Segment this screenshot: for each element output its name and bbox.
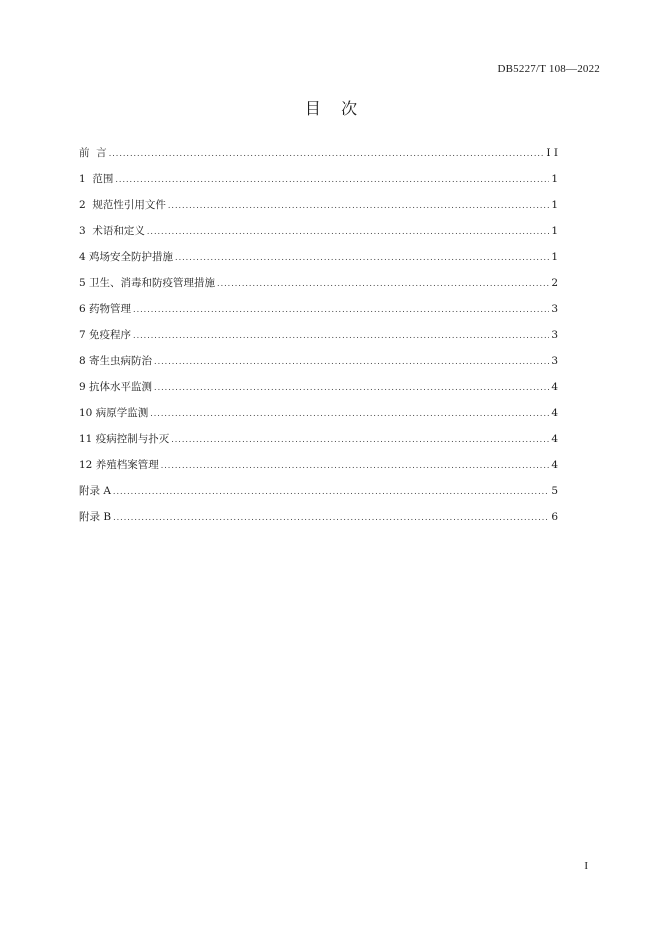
toc-entry-label: 附录 B	[79, 511, 112, 523]
toc-entry-page: 2	[551, 277, 558, 289]
toc-entry-page: 4	[551, 459, 558, 471]
toc-dot-leader	[168, 198, 549, 214]
toc-entry-page: 4	[551, 381, 558, 393]
toc-entry-parasite-control[interactable]	[79, 353, 558, 379]
toc-entry-label: 9 抗体水平监测	[79, 381, 153, 393]
toc-dot-leader	[217, 276, 549, 292]
toc-entry-label: 5 卫生、消毒和防疫管理措施	[79, 277, 216, 289]
toc-entry-page: 6	[551, 511, 558, 523]
page-number: I	[584, 860, 588, 872]
toc-dot-leader	[171, 432, 549, 448]
toc-entry-scope[interactable]	[79, 171, 558, 197]
toc-entry-page: 3	[551, 303, 558, 315]
toc-entry-disease-control[interactable]	[79, 431, 558, 457]
page-title: 目 次	[304, 99, 358, 118]
toc-entry-immunization[interactable]	[79, 327, 558, 353]
toc-entry-label: 前 言	[79, 147, 107, 159]
toc-dot-leader	[147, 224, 549, 240]
toc-entry-drug-management[interactable]	[79, 301, 558, 327]
toc-entry-page: 5	[551, 485, 558, 497]
toc-dot-leader	[115, 172, 549, 188]
toc-entry-page: 3	[551, 329, 558, 341]
toc-dot-leader	[154, 380, 549, 396]
toc-dot-leader	[133, 302, 549, 318]
toc-entry-label: 11 疫病控制与扑灭	[79, 433, 170, 445]
toc-entry-page: 1	[551, 225, 558, 237]
toc-entry-hygiene-disinfection[interactable]	[79, 275, 558, 301]
toc-entry-antibody-monitoring[interactable]	[79, 379, 558, 405]
toc-entry-safety-measures[interactable]	[79, 249, 558, 275]
toc-entry-label: 1 范围	[79, 173, 114, 185]
toc-entry-page: 1	[551, 199, 558, 211]
toc-entry-label: 7 免疫程序	[79, 329, 132, 341]
toc-entry-pathogen-monitoring[interactable]	[79, 405, 558, 431]
toc-entry-label: 2 规范性引用文件	[79, 199, 166, 211]
toc-dot-leader	[133, 328, 549, 344]
toc-dot-leader	[175, 250, 549, 266]
toc-entry-page: 1	[551, 173, 558, 185]
toc-entry-appendix-a[interactable]	[79, 483, 558, 509]
toc-entry-label: 3 术语和定义	[79, 225, 145, 237]
toc-entry-page: I I	[546, 147, 558, 159]
toc-entry-label: 附录 A	[79, 485, 111, 497]
toc-entry-label: 6 药物管理	[79, 303, 132, 315]
toc-entry-page: 4	[551, 407, 558, 419]
toc-entry-appendix-b[interactable]	[79, 509, 558, 535]
toc-entry-label: 4 鸡场安全防护措施	[79, 251, 174, 263]
toc-dot-leader	[154, 354, 549, 370]
table-of-contents	[79, 145, 558, 535]
toc-entry-label: 10 病原学监测	[79, 407, 149, 419]
toc-entry-records-management[interactable]	[79, 457, 558, 483]
toc-entry-terms-definitions[interactable]	[79, 223, 558, 249]
toc-entry-page: 3	[551, 355, 558, 367]
toc-entry-label: 8 寄生虫病防治	[79, 355, 153, 367]
toc-entry-label: 12 养殖档案管理	[79, 459, 159, 471]
document-code: DB5227/T 108—2022	[497, 63, 600, 75]
toc-dot-leader	[113, 484, 549, 500]
toc-dot-leader	[113, 510, 549, 526]
toc-entry-preface[interactable]	[79, 145, 558, 171]
toc-entry-page: 1	[551, 251, 558, 263]
toc-entry-normative-references[interactable]	[79, 197, 558, 223]
toc-dot-leader	[109, 146, 545, 162]
toc-dot-leader	[161, 458, 550, 474]
toc-entry-page: 4	[551, 433, 558, 445]
toc-dot-leader	[150, 406, 549, 422]
